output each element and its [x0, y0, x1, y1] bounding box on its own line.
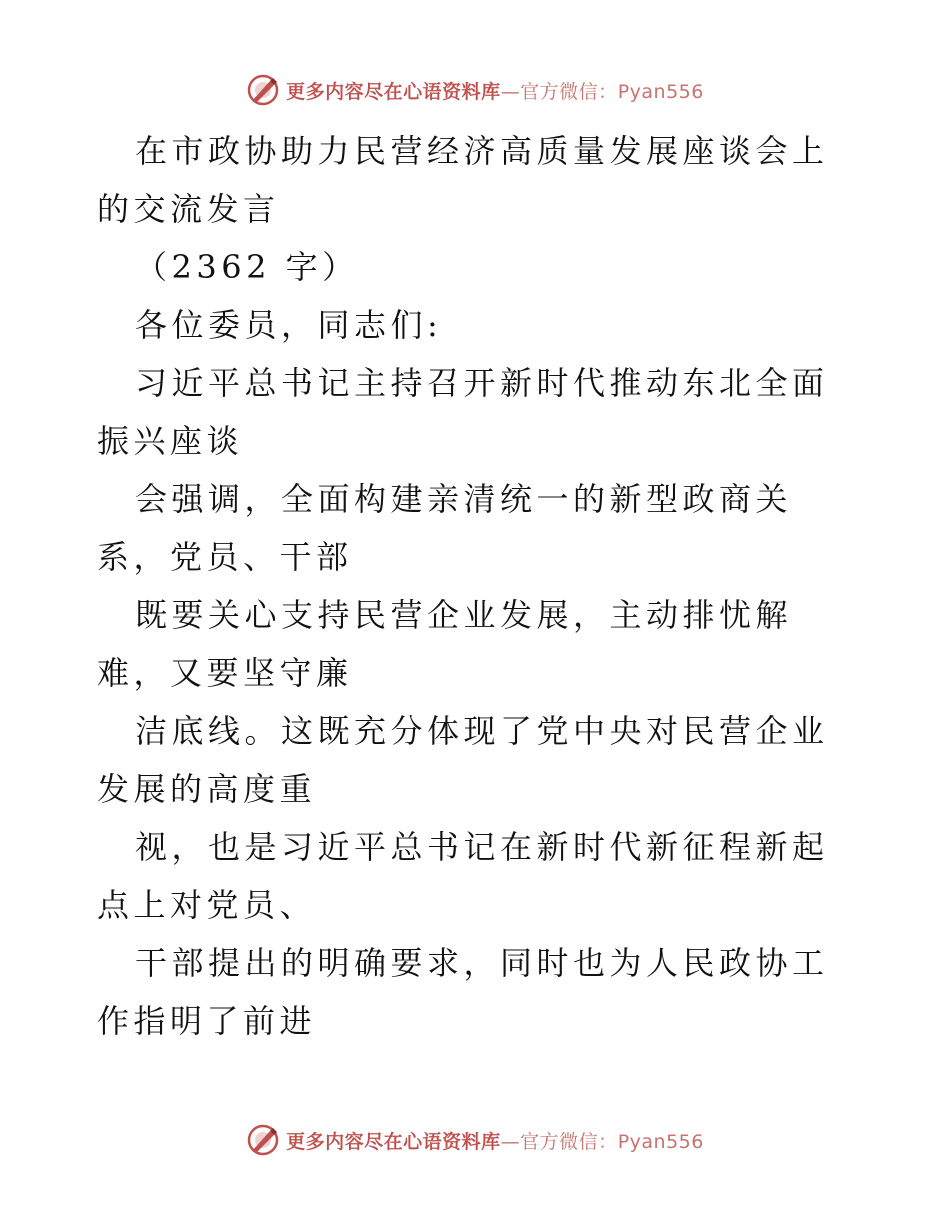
- header-wechat-id: Pyan556: [617, 80, 704, 103]
- pen-seal-logo-icon: [246, 73, 280, 107]
- footer-wechat-label: 官方微信：: [520, 1130, 618, 1153]
- header-wechat-label: 官方微信：: [520, 80, 618, 103]
- word-count: （2362 字）: [135, 248, 359, 286]
- body-paragraph: 既要关心支持民营企业发展，主动排忧解难，又要坚守廉: [97, 596, 793, 692]
- header-banner-text: [286, 77, 704, 104]
- body-paragraph: 视，也是习近平总书记在新时代新征程新起点上对党员、: [97, 828, 829, 924]
- salutation: 各位委员，同志们:: [135, 306, 443, 344]
- footer-wechat-id: Pyan556: [617, 1130, 704, 1153]
- header-site-text: 更多内容尽在心语资料库: [286, 80, 501, 103]
- header-banner: [0, 70, 950, 110]
- body-paragraph: 干部提出的明确要求，同时也为人民政协工作指明了前进: [97, 944, 829, 1040]
- body-paragraph: 习近平总书记主持召开新时代推动东北全面振兴座谈: [97, 364, 829, 460]
- footer-banner: [0, 1120, 950, 1160]
- header-dash: —: [500, 80, 521, 103]
- footer-site-text: 更多内容尽在心语资料库: [286, 1130, 501, 1153]
- document-body: [97, 122, 857, 1050]
- pen-seal-logo-icon: [246, 1123, 280, 1157]
- footer-banner-text: [286, 1127, 704, 1154]
- body-paragraph: 会强调，全面构建亲清统一的新型政商关系，党员、干部: [97, 480, 793, 576]
- document-title: 在市政协助力民营经济高质量发展座谈会上的交流发言: [97, 132, 829, 228]
- footer-dash: —: [500, 1130, 521, 1153]
- body-paragraph: 洁底线。这既充分体现了党中央对民营企业发展的高度重: [97, 712, 829, 808]
